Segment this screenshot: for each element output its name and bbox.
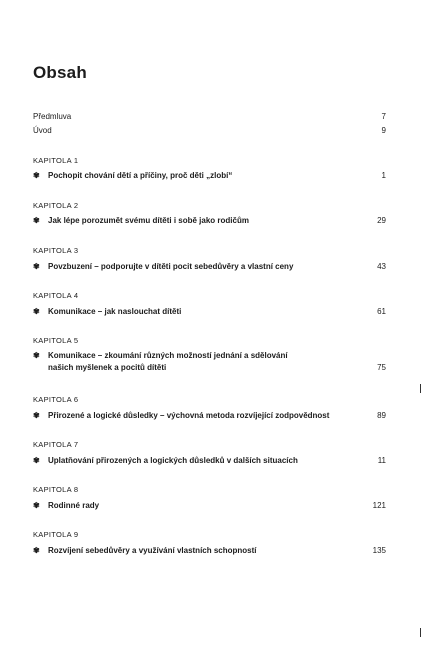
chapter-label: KAPITOLA 8 [33,485,79,494]
chapter-title: Jak lépe porozumět svému dítěti i sobě jako rodičům [48,216,249,225]
chapter-title: Rodinné rady [48,501,100,510]
toc-page-number: 75 [377,363,386,372]
chapter-title-continued: našich myšlenek a pocitů dítěti [48,363,167,372]
flower-icon: ✾ [33,262,40,271]
flower-icon: ✾ [33,216,40,225]
chapter-title: Pochopit chování dětí a příčiny, proč děti „zlobí“ [48,171,233,180]
flower-icon: ✾ [33,456,40,465]
chapter-label: KAPITOLA 1 [33,156,79,165]
toc-entry-label: Předmluva [33,112,72,121]
toc-page-number: 1 [381,171,386,180]
chapter-label: KAPITOLA 6 [33,395,79,404]
chapter-label: KAPITOLA 2 [33,201,79,210]
flower-icon: ✾ [33,501,40,510]
toc-entry-introduction [33,125,386,136]
toc-page-number: 9 [381,126,386,135]
scan-edge-mark [420,628,421,637]
flower-icon: ✾ [33,307,40,316]
flower-icon: ✾ [33,171,40,180]
flower-icon: ✾ [33,351,40,360]
toc-page-number: 61 [377,307,386,316]
toc-entry-preface [33,111,386,122]
flower-icon: ✾ [33,411,40,420]
scan-edge-mark [420,384,421,393]
toc-page-number: 43 [377,262,386,271]
chapter-title: Přirozené a logické důsledky – výchovná metoda rozvíjející zodpovědnost [48,411,330,420]
chapter-title: Komunikace – zkoumání různých možností jednání a sdělování [48,351,288,360]
toc-page-number: 7 [381,112,386,121]
chapter-label: KAPITOLA 3 [33,246,79,255]
toc-entry-label: Úvod [33,126,52,135]
chapter-title: Rozvíjení sebedůvěry a využívání vlastních schopností [48,546,257,555]
chapter-title: Komunikace – jak naslouchat dítěti [48,307,182,316]
toc-page-number: 121 [372,501,386,510]
chapter-title: Povzbuzení – podporujte v dítěti pocit sebedůvěry a vlastní ceny [48,262,294,271]
chapter-label: KAPITOLA 5 [33,336,79,345]
flower-icon: ✾ [33,546,40,555]
toc-page-number: 29 [377,216,386,225]
chapter-label: KAPITOLA 4 [33,291,79,300]
toc-page-number: 11 [377,456,386,465]
chapter-label: KAPITOLA 9 [33,530,79,539]
toc-page-number: 89 [377,411,386,420]
page-title: Obsah [33,63,87,82]
chapter-title: Uplatňování přirozených a logických důsledků v dalších situacích [48,456,298,465]
chapter-label: KAPITOLA 7 [33,440,79,449]
toc-page-number: 135 [372,546,386,555]
